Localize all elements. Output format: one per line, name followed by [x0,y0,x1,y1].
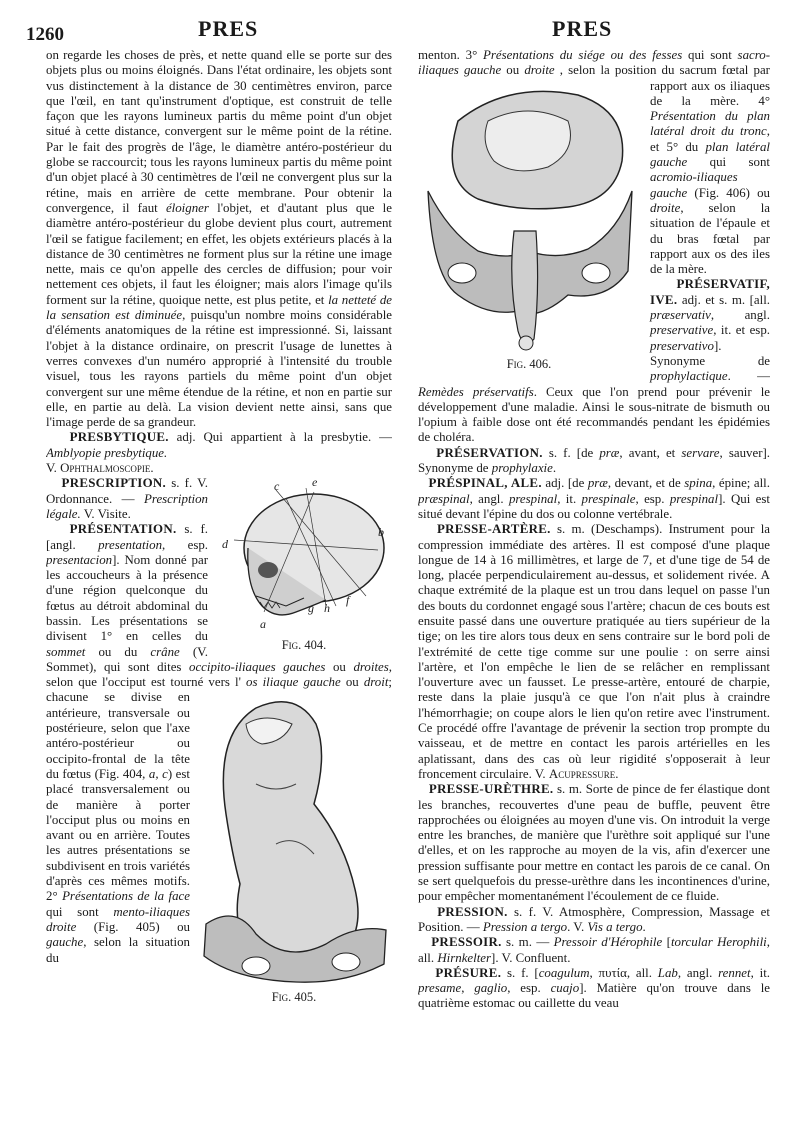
figure-405 [196,694,392,1012]
fig-letter-g: g [308,601,314,616]
entry-presentation: PRÉSENTATION. s. f. [angl. presentation, esp. presentacion]. Nom donné par les accoucheurs à la présence d'une région quelconque du fœtus au détroit abdominal du bassin. Les présentations se divisent 1° en celles du sommet ou du crâne (V. Sommet), qui sont dites occipito-iliaques gauches ou droites, selon que l'occiput est tourné vers l' Fig. 405. os iliaque gauche ou droit; chacune se divise en antérieure, transversale ou postérieure, selon que l'axe antéro-postérieur ou occipito-frontal de la tête du fœtus (Fig. 404, a, c) est placé transversalement ou de manière à porter l'occiput plus ou moins en avant ou en arrière. Toutes les autres présentations se subdivisent en trois variétés d'après ces mêmes motifs. 2° Présentations de la face qui sont mento-iliaques droite (Fig. 405) ou gauche, selon la situation du [46,522,392,966]
entry-preservatif: PRÉSERVATIF, IVE. adj. et s. m. [all. præservativ, angl. preservative, it. et esp. preservativo]. Synonyme de prophylactique. — Remèdes préservatifs. Ceux que l'on prend pour prévenir le développement d'une maladie. Ainsi le sous-nitrate de bismuth ou l'opium à faible dose ont été recommandés pendant les épidémies de choléra. [418,277,770,445]
entry-presse-artere: PRESSE-ARTÈRE. s. m. (Deschamps). Instrument pour la compression immédiate des artères. Il est composé d'une plaque longue de 14 à 16 millimètres, et large de 7, et d'une tige de 54 de long, placée perpendiculairement au-dessus, et solidement rivée. A chaque extrémité de la plaque est un trou dans lequel on passe l'un des bouts du cordonnet engagé sous l'artère; chacun de ces bouts est ensuite passé dans une ouverture pratiquée au tiers supérieur de la tige; on les tire alors tous deux en sens contraire sur le bord poli de l'extrémité de cette tige comme sur une poulie : on serre ainsi l'artère, et l'on empêche le lien de se relâcher en remplissant l'ouverture avec un fausset. Le presse-artère, entouré de charpie, reste dans la plaie jusqu'à ce que l'on n'ait plus à craindre l'hémorrhagie; on coupe alors le lien qu'on retire avec l'instrument. Ce procédé offre l'avantage de prévenir la section trop prompte du vaisseau, et de mettre en contact les parois artérielles en les aplatissant, dans des cas où leur rigidité s'opposerait à leur froncement circulaire. V. Acupressure. [418,522,770,781]
fetus-pelvis-illustration [196,694,392,990]
headword: PRESSOIR. [431,935,502,950]
headword: PRÉSENTATION. [69,522,177,537]
figure-405-caption: Fig. 405. [271,990,317,1005]
headword: PRESSE-URÈTHRE. [428,782,554,797]
left-column [46,48,392,1128]
skull-illustration [216,478,392,638]
running-head-left: PRES [198,16,259,41]
figure-406 [418,81,640,379]
right-column [418,48,770,1128]
figure-404 [216,478,392,654]
entry-presse-urethre: PRESSE-URÈTHRE. s. m. Sorte de pince de fer élastique dont les branches, recouvertes d'une peau de buffle, peuvent être rapprochées ou éloignées au moyen d'une vis. On introduit la verge entre les branches, de manière que l'urèthre soit appliqué sur l'une d'elles, et on les rapproche au moyen de la vis, afin d'exercer une pression suffisante pour mettre en contact les parois de ce canal. On se sert quelquefois du presse-urèthre dans les incontinences d'urine, pour empêcher momentanément l'écoulement de ce fluide. [418,782,770,904]
entry-prespinal: PRÉSPINAL, ALE. adj. [de præ, devant, et de spina, épine; all. præspinal, angl. prespinal, it. prespinale, esp. prespinal]. Qui est situé devant l'épine du dos ou colonne vertébrale. [418,476,770,521]
entry-prescription: PRESCRIPTION. s. f. V. Ordonnance. — Prescription légale. V. Visite. [46,476,208,521]
headword: PRESSE-ARTÈRE. [436,522,551,537]
headword: PRÉSURE. [435,965,502,980]
fig-letter-h: h [324,601,330,616]
entry-presbytique: PRESBYTIQUE. adj. Qui appartient à la presbytie. — Amblyopie presbytique. V. Ophthalmoscopie. [46,430,392,476]
headword: PRÉSERVATIF, IVE. [650,277,770,307]
fig-letter-e: e [312,478,318,490]
headword: PRESCRIPTION. [61,476,167,491]
entry-preservation: PRÉSERVATION. s. f. [de præ, avant, et servare, sauver]. Synonyme de prophylaxie. [418,445,770,476]
fig-letter-a: a [260,617,266,632]
pelvis-shoulder-illustration [418,81,640,357]
headword: PRÉSERVATION. [436,445,543,460]
running-head-right: PRES [552,16,613,41]
headword: PRESSION. [437,904,508,919]
page-header [0,6,800,45]
entry-pressoir: PRESSOIR. s. m. — Pressoir d'Hérophile [torcular Herophili, all. Hirnkelter]. V. Confluent. [418,935,770,965]
headword: PRESBYTIQUE. [69,430,169,445]
headword: PRÉSPINAL, ALE. [428,476,542,491]
fig-letter-c: c [274,479,280,494]
fig-letter-d: d [222,537,228,552]
figure-404-caption: Fig. 404. [281,638,327,653]
page-number: 1260 [26,24,64,45]
entry-pression: PRESSION. s. f. V. Atmosphère, Compression, Massage et Position. — Pression a tergo. V. Vis a tergo. [418,904,770,934]
fig-letter-b: b [378,525,384,540]
presentation-continued: menton. 3° Présentations du siége ou des fesses qui sont sacro-iliaques gauche ou droite Fig. 406. , selon la position du sacrum fœtal par rapport aux os iliaques de la mère. 4° Présentation du plan latéral droit du tronc, et 5° du plan latéral gauche qui sont acromio-iliaques gauche (Fig. 406) ou droite, selon la situation de l'épaule et du bras fœtal par rapport aux os des iles de la mère. [418,48,770,277]
entry-presure: PRÉSURE. s. f. [coagulum, πυτία, all. Lab, angl. rennet, it. presame, gaglio, esp. cuajo]. Matière qu'on trouve dans le quatrième estomac ou caillette du veau [418,965,770,1011]
figure-406-caption: Fig. 406. [506,356,552,371]
fig-letter-f: f [346,593,350,608]
presbytie-continued: on regarde les choses de près, et nette quand elle se porte sur des objets plus ou moins éloignés. Dans l'état ordinaire, les objets sont vus distinctement à la distance de 30 centimètres environ, parce que l'œil, en tant qu'instrument d'optique, est construit de telle façon que les rayons lumineux partis du même point d'un objet situé à cette distance, convergent sur le même point de la rétine. Par le fait des progrès de l'âge, le diamètre antéro-postérieur du globe se raccourcit; tous les rayons lumineux partis du même point d'un objet placé à 30 centimètres de l'œil ne convergent plus sur la rétine, mais en arrière de cette membrane. Pour obtenir la convergence, il faut éloigner l'objet, et d'autant plus que le diamètre antéro-postérieur du globe devient plus court, autrement l'œil se fatigue facilement; en effet, les objets extérieurs placés à la distance de 30 centimètres ne forment plus sur la rétine une image nette, mais ce qu'on appelle des cercles de diffusion; pour voir nettement ces objets, il faut les éloigner; mais alors l'image qu'ils forment sur la rétine, quoique nette, est plus petite, et la netteté de la sensation est diminuée, puisqu'un nombre moins considérable d'éléments anatomiques de la rétine est impressionné. Si, laissant l'objet à la distance ordinaire, on prescrit l'usage de lunettes à verres convexes d'un numéro approprié à l'intensité du trouble visuel, tous les rayons partiels du même point d'un objet convergent sur une même étendue de la rétine, et non en partie sur elle, en partie au delà. La vision devient nette ainsi, sans que l'image perde de sa grandeur. [46,48,392,430]
